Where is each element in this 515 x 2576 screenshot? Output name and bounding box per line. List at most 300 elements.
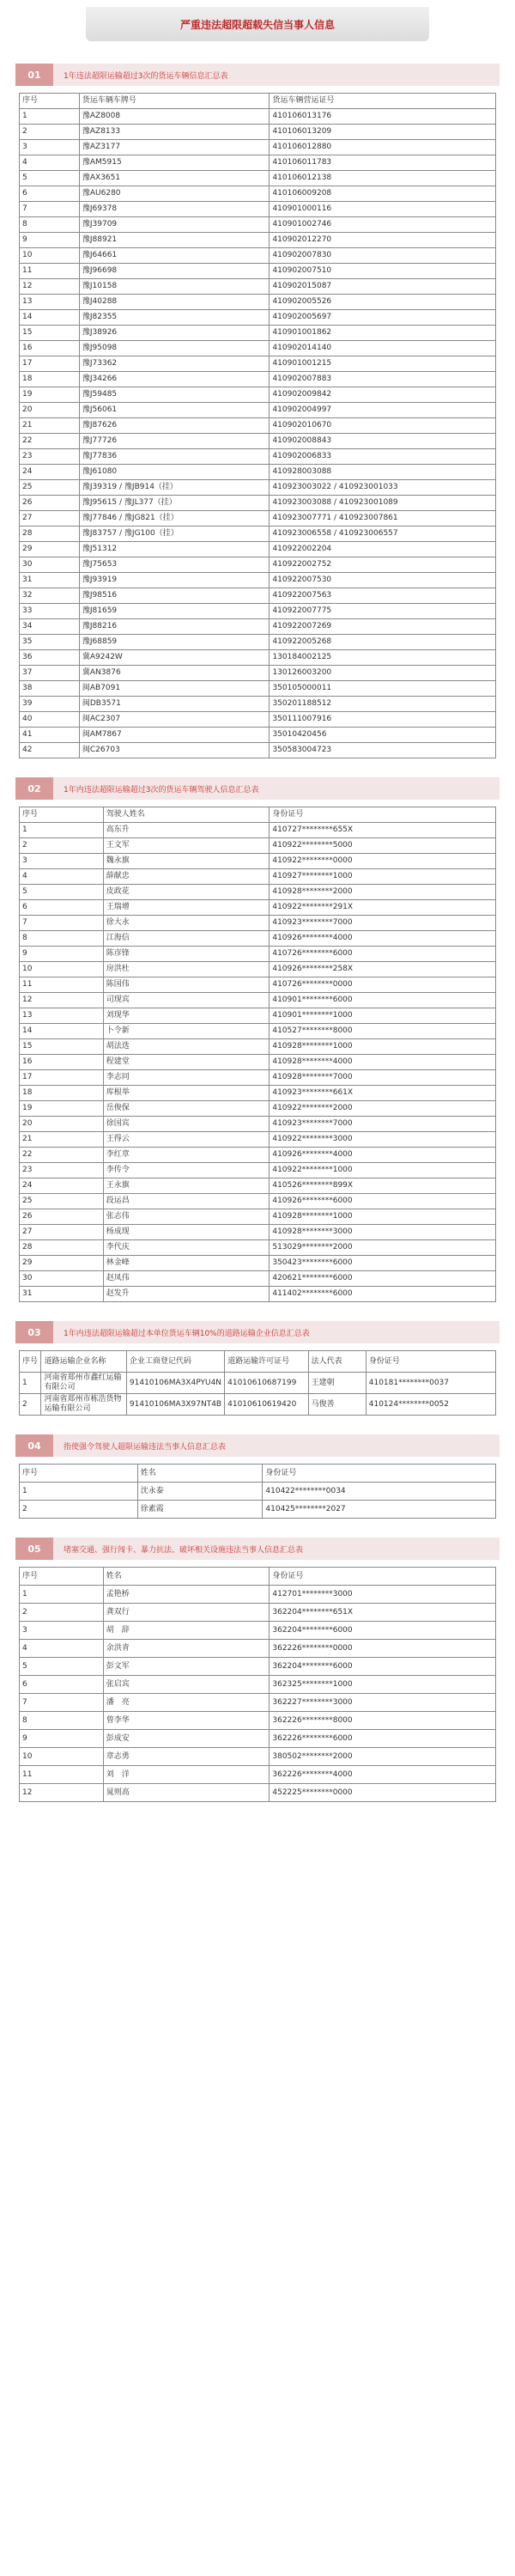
table-cell: 豫J39319 / 豫JB914（挂） (79, 480, 270, 496)
table-cell: 闽DB3571 (79, 697, 270, 712)
table-cell: 王得云 (103, 1132, 270, 1148)
table-row (20, 418, 496, 434)
table-cell: 李代庆 (103, 1240, 270, 1256)
table-row (20, 1586, 496, 1604)
table-cell: 362204********6000 (270, 1658, 496, 1676)
table-cell: 411402********6000 (270, 1287, 496, 1302)
table-cell: 豫AM5915 (79, 155, 270, 171)
table-row (20, 1622, 496, 1640)
table-cell: 豫J10158 (79, 279, 270, 295)
table-cell: 豫J95615 / 豫JL377（挂） (79, 496, 270, 511)
table-cell: 41 (20, 728, 80, 743)
table-row (20, 1209, 496, 1225)
table-cell: 13 (20, 295, 80, 310)
table-row (20, 1640, 496, 1658)
table-cell: 362226********6000 (270, 1730, 496, 1748)
table-cell: 410425********2027 (263, 1501, 496, 1519)
table-cell: 41010610619420 (225, 1394, 308, 1416)
table-cell: 曾李华 (103, 1712, 270, 1730)
table-cell: 12 (20, 993, 104, 1008)
column-header: 道路运输许可证号 (225, 1351, 308, 1373)
section-header-5 (15, 1538, 500, 1560)
table-cell: 410902015087 (270, 279, 496, 295)
table-cell: 4 (20, 155, 80, 171)
table-cell: 14 (20, 310, 80, 326)
table-row (20, 1256, 496, 1271)
table-row (20, 1163, 496, 1178)
table-cell: 5 (20, 1658, 104, 1676)
table-cell: 豫J39709 (79, 217, 270, 233)
table-cell: 豫AX3651 (79, 171, 270, 186)
table-cell: 豫J87626 (79, 418, 270, 434)
table-cell: 10 (20, 248, 80, 264)
table-row (20, 666, 496, 681)
table-row (20, 1194, 496, 1209)
table-cell: 豫J95098 (79, 341, 270, 356)
table-cell: 岳俊保 (103, 1101, 270, 1117)
table-cell: 2 (20, 1604, 104, 1622)
table-cell: 豫J96698 (79, 264, 270, 279)
table-cell: 362204********651X (270, 1604, 496, 1622)
column-header: 序号 (20, 1351, 41, 1373)
table-cell: 410926********4000 (270, 1148, 496, 1163)
table-cell: 17 (20, 1070, 104, 1086)
table-cell: 龚双行 (103, 1604, 270, 1622)
table-cell: 410923003088 / 410923001089 (270, 496, 496, 511)
table-header-row (20, 94, 496, 109)
table-cell: 2 (20, 1394, 41, 1416)
table-cell: 410902007830 (270, 248, 496, 264)
table-row (20, 1055, 496, 1070)
table-cell: 冀AN3876 (79, 666, 270, 681)
table-row (20, 635, 496, 650)
table-cell: 362227********3000 (270, 1694, 496, 1712)
table-cell: 卜令新 (103, 1024, 270, 1039)
table-row (20, 1225, 496, 1240)
table-cell: 410902005697 (270, 310, 496, 326)
column-header: 身份证号 (366, 1351, 495, 1373)
table-cell: 豫J93919 (79, 573, 270, 588)
table-row (20, 838, 496, 854)
table-cell: 31 (20, 1287, 104, 1302)
section-header-4 (15, 1434, 500, 1457)
table-cell: 410106012880 (270, 140, 496, 155)
table-cell: 410922005268 (270, 635, 496, 650)
table-cell: 410902008843 (270, 434, 496, 449)
table-cell: 19 (20, 387, 80, 403)
table-row (20, 993, 496, 1008)
table-row (20, 125, 496, 140)
table-cell: 410902010670 (270, 418, 496, 434)
table-row (20, 557, 496, 573)
table-row (20, 604, 496, 619)
table-cell: 2 (20, 838, 104, 854)
table-cell: 410181********0037 (366, 1373, 495, 1394)
table-cell: 362204********6000 (270, 1622, 496, 1640)
table-row (20, 140, 496, 155)
table-row (20, 1373, 496, 1394)
table-cell: 豫AZ8133 (79, 125, 270, 140)
table-cell: 潘 亮 (103, 1694, 270, 1712)
table-cell: 王瑞增 (103, 900, 270, 916)
table-cell: 29 (20, 542, 80, 557)
table-cell: 25 (20, 480, 80, 496)
table-cell: 河南省郑州市栋浩货物运输有限公司 (41, 1394, 126, 1416)
table-row (20, 823, 496, 838)
table-cell: 29 (20, 1256, 104, 1271)
table-cell: 豫J81659 (79, 604, 270, 619)
table-cell: 马俊善 (308, 1394, 366, 1416)
table-cell: 37 (20, 666, 80, 681)
table-cell: 130126003200 (270, 666, 496, 681)
table-cell: 7 (20, 916, 104, 931)
table-cell: 4 (20, 1640, 104, 1658)
table-cell: 1 (20, 1483, 138, 1501)
table-cell: 410922********291X (270, 900, 496, 916)
table-cell: 350105000011 (270, 681, 496, 697)
table-cell: 410928********4000 (270, 1055, 496, 1070)
table-cell: 魏永旗 (103, 854, 270, 869)
table-cell: 410901002746 (270, 217, 496, 233)
table-cell: 420621********6000 (270, 1271, 496, 1287)
table-cell: 12 (20, 279, 80, 295)
table-cell: 410922********3000 (270, 1132, 496, 1148)
table-row (20, 885, 496, 900)
table-cell: 1 (20, 1586, 104, 1604)
table-row (20, 1086, 496, 1101)
table-cell: 江海信 (103, 931, 270, 947)
table-cell: 豫J68859 (79, 635, 270, 650)
table-cell: 豫J56061 (79, 403, 270, 418)
section-header-2 (15, 777, 500, 800)
table-row (20, 542, 496, 557)
table-cell: 26 (20, 1209, 104, 1225)
table-row (20, 1271, 496, 1287)
table-cell: 段运昌 (103, 1194, 270, 1209)
table-cell: 380502********2000 (270, 1748, 496, 1766)
table-cell: 2 (20, 125, 80, 140)
table-cell: 410422********0034 (263, 1483, 496, 1501)
table-row (20, 109, 496, 125)
table-row (20, 1712, 496, 1730)
table-cell: 2 (20, 1501, 138, 1519)
table-row (20, 854, 496, 869)
table-cell: 徐大永 (103, 916, 270, 931)
section-title: 1年违法超限运输超过3次的货运车辆信息汇总表 (64, 71, 228, 81)
table-cell: 18 (20, 1086, 104, 1101)
table-row (20, 681, 496, 697)
table-cell: 410923********7000 (270, 1117, 496, 1132)
table-row (20, 1101, 496, 1117)
table-cell: 杨成现 (103, 1225, 270, 1240)
table-row (20, 650, 496, 666)
table-cell: 8 (20, 931, 104, 947)
table-cell: 410106011783 (270, 155, 496, 171)
table-cell: 410922007269 (270, 619, 496, 635)
table-cell: 21 (20, 418, 80, 434)
table-row (20, 341, 496, 356)
table-cell: 4 (20, 869, 104, 885)
table-row (20, 248, 496, 264)
table-cell: 豫J64661 (79, 248, 270, 264)
table-cell: 32 (20, 588, 80, 604)
table-cell: 410928003088 (270, 465, 496, 480)
table-cell: 9 (20, 233, 80, 248)
table-cell: 1 (20, 1373, 41, 1394)
table-cell: 410902006833 (270, 449, 496, 465)
table-row (20, 202, 496, 217)
table-cell: 豫J73362 (79, 356, 270, 372)
table-cell: 410902014140 (270, 341, 496, 356)
table-cell: 11 (20, 977, 104, 993)
table-cell: 豫J98516 (79, 588, 270, 604)
table-cell: 410922002204 (270, 542, 496, 557)
table-cell: 410922********0000 (270, 854, 496, 869)
table-cell: 362325********1000 (270, 1676, 496, 1694)
column-header: 序号 (20, 807, 104, 823)
table-cell: 豫J77726 (79, 434, 270, 449)
table-cell: 16 (20, 341, 80, 356)
table-cell: 13 (20, 1008, 104, 1024)
table-cell: 42 (20, 743, 80, 758)
table-row (20, 1132, 496, 1148)
table-cell: 410902005526 (270, 295, 496, 310)
column-header: 法人代表 (308, 1351, 366, 1373)
table-row (20, 310, 496, 326)
table-cell: 9 (20, 1730, 104, 1748)
table-cell: 410726********0000 (270, 977, 496, 993)
section-title: 1年内违法超限运输超过本单位货运车辆10%的道路运输企业信息汇总表 (64, 1329, 310, 1338)
table-cell: 30 (20, 1271, 104, 1287)
table-row (20, 1658, 496, 1676)
table-cell: 410926********4000 (270, 931, 496, 947)
table-cell: 豫J83757 / 豫JG100（挂） (79, 527, 270, 542)
table-cell: 130184002125 (270, 650, 496, 666)
table-cell: 1 (20, 823, 104, 838)
table-cell: 9 (20, 947, 104, 962)
table-cell: 21 (20, 1132, 104, 1148)
table-row (20, 1394, 496, 1416)
table-cell: 452225********0000 (270, 1784, 496, 1802)
section-number: 03 (15, 1321, 53, 1343)
table-cell: 410922007563 (270, 588, 496, 604)
column-header: 身份证号 (263, 1465, 496, 1483)
table-row (20, 387, 496, 403)
table-cell: 库根举 (103, 1086, 270, 1101)
table-row (20, 434, 496, 449)
table-row (20, 869, 496, 885)
column-header: 驾驶人姓名 (103, 807, 270, 823)
table-cell: 28 (20, 527, 80, 542)
table-cell: 6 (20, 1676, 104, 1694)
table-header-row (20, 1351, 496, 1373)
table-row (20, 1287, 496, 1302)
table-cell: 410923007771 / 410923007861 (270, 511, 496, 527)
table-cell: 3 (20, 140, 80, 155)
table-cell: 6 (20, 186, 80, 202)
table-cell: 410923006558 / 410923006557 (270, 527, 496, 542)
table-cell: 17 (20, 356, 80, 372)
table-cell: 362226********0000 (270, 1640, 496, 1658)
table-cell: 豫J40288 (79, 295, 270, 310)
table-cell: 350583004723 (270, 743, 496, 758)
table-cell: 410922********5000 (270, 838, 496, 854)
table-cell: 33 (20, 604, 80, 619)
table-cell: 彭成安 (103, 1730, 270, 1748)
table-cell: 410926********258X (270, 962, 496, 977)
table-cell: 沈永泰 (137, 1483, 263, 1501)
table-row (20, 326, 496, 341)
table-row (20, 712, 496, 728)
table-row (20, 233, 496, 248)
table-row (20, 295, 496, 310)
table-cell: 王建朝 (308, 1373, 366, 1394)
table-cell: 7 (20, 202, 80, 217)
table-cell: 豫J82355 (79, 310, 270, 326)
section-number: 02 (15, 777, 53, 800)
table-cell: 豫J88216 (79, 619, 270, 635)
table-row (20, 279, 496, 295)
table-cell: 30 (20, 557, 80, 573)
table-cell: 彭文军 (103, 1658, 270, 1676)
table-cell: 410922********2000 (270, 1101, 496, 1117)
table-cell: 18 (20, 372, 80, 387)
table-cell: 赵发升 (103, 1287, 270, 1302)
table-row (20, 916, 496, 931)
table-cell: 刘 洋 (103, 1766, 270, 1784)
table-cell: 5 (20, 885, 104, 900)
table-row (20, 619, 496, 635)
table-cell: 350423********6000 (270, 1256, 496, 1271)
table-cell: 362226********4000 (270, 1766, 496, 1784)
table-cell: 19 (20, 1101, 104, 1117)
table-row (20, 900, 496, 916)
table-cell: 410923********7000 (270, 916, 496, 931)
column-header: 身份证号 (270, 1568, 496, 1586)
table-row (20, 372, 496, 387)
table-cell: 410727********655X (270, 823, 496, 838)
table-cell: 412701********3000 (270, 1586, 496, 1604)
table-row (20, 1694, 496, 1712)
page-banner (86, 7, 429, 41)
table-cell: 39 (20, 697, 80, 712)
table-cell: 李志同 (103, 1070, 270, 1086)
table-cell: 16 (20, 1055, 104, 1070)
table-cell: 3 (20, 854, 104, 869)
table-row (20, 264, 496, 279)
table-cell: 闽AM7867 (79, 728, 270, 743)
column-header: 货运车辆车牌号 (79, 94, 270, 109)
table-cell: 410527********8000 (270, 1024, 496, 1039)
table-cell: 31 (20, 573, 80, 588)
table-cell: 豫J38926 (79, 326, 270, 341)
table-cell: 15 (20, 1039, 104, 1055)
table-cell: 410526********899X (270, 1178, 496, 1194)
table-cell: 38 (20, 681, 80, 697)
table-cell: 410927********1000 (270, 869, 496, 885)
table-cell: 410106013209 (270, 125, 496, 140)
table-row (20, 480, 496, 496)
table-cell: 34 (20, 619, 80, 635)
company-table (19, 1350, 496, 1416)
table-cell: 14 (20, 1024, 104, 1039)
column-header: 货运车辆营运证号 (270, 94, 496, 109)
table-cell: 豫J75653 (79, 557, 270, 573)
table-header-row (20, 1568, 496, 1586)
column-header: 姓名 (103, 1568, 270, 1586)
table-cell: 410106012138 (270, 171, 496, 186)
table-row (20, 356, 496, 372)
table-cell: 豫J77846 / 豫JG821（挂） (79, 511, 270, 527)
column-header: 序号 (20, 94, 80, 109)
table-cell: 11 (20, 1766, 104, 1784)
table-cell: 1 (20, 109, 80, 125)
table-cell: 豫J61080 (79, 465, 270, 480)
table-row (20, 1117, 496, 1132)
table-row (20, 1178, 496, 1194)
column-header: 序号 (20, 1568, 104, 1586)
table-cell: 闽AC2307 (79, 712, 270, 728)
table-cell: 12 (20, 1784, 104, 1802)
table-cell: 410726********6000 (270, 947, 496, 962)
instigator-table (19, 1464, 496, 1519)
table-cell: 410928********3000 (270, 1225, 496, 1240)
table-cell: 410923003022 / 410923001033 (270, 480, 496, 496)
table-row (20, 1039, 496, 1055)
table-cell: 410922007530 (270, 573, 496, 588)
table-row (20, 155, 496, 171)
table-cell: 410901000116 (270, 202, 496, 217)
table-row (20, 1784, 496, 1802)
table-cell: 410902007510 (270, 264, 496, 279)
table-cell: 410106013176 (270, 109, 496, 125)
table-cell: 胡 辞 (103, 1622, 270, 1640)
table-cell: 张启宾 (103, 1676, 270, 1694)
table-cell: 410928********1000 (270, 1039, 496, 1055)
section-title: 指使强令驾驶人超限运输违法当事人信息汇总表 (64, 1442, 227, 1452)
table-row (20, 1024, 496, 1039)
table-cell: 24 (20, 1178, 104, 1194)
table-cell: 410901********6000 (270, 993, 496, 1008)
table-cell: 91410106MA3X97NT4B (126, 1394, 224, 1416)
table-cell: 513029********2000 (270, 1240, 496, 1256)
table-cell: 23 (20, 449, 80, 465)
table-cell: 章志勇 (103, 1748, 270, 1766)
table-row (20, 403, 496, 418)
column-header: 序号 (20, 1465, 138, 1483)
table-cell: 李传令 (103, 1163, 270, 1178)
table-row (20, 1730, 496, 1748)
table-cell: 程建堂 (103, 1055, 270, 1070)
table-row (20, 496, 496, 511)
banner-title: 严重违法超限超载失信当事人信息 (179, 18, 335, 31)
table-cell: 27 (20, 1225, 104, 1240)
table-cell: 410902009842 (270, 387, 496, 403)
table-cell: 410901********1000 (270, 1008, 496, 1024)
table-cell: 豫J77836 (79, 449, 270, 465)
table-cell: 高东升 (103, 823, 270, 838)
table-cell: 24 (20, 465, 80, 480)
table-cell: 25 (20, 1194, 104, 1209)
table-cell: 刘现华 (103, 1008, 270, 1024)
table-cell: 7 (20, 1694, 104, 1712)
table-row (20, 1766, 496, 1784)
table-cell: 410902012270 (270, 233, 496, 248)
table-row (20, 1008, 496, 1024)
table-cell: 王永旗 (103, 1178, 270, 1194)
table-cell: 410928********1000 (270, 1209, 496, 1225)
table-cell: 410922********1000 (270, 1163, 496, 1178)
